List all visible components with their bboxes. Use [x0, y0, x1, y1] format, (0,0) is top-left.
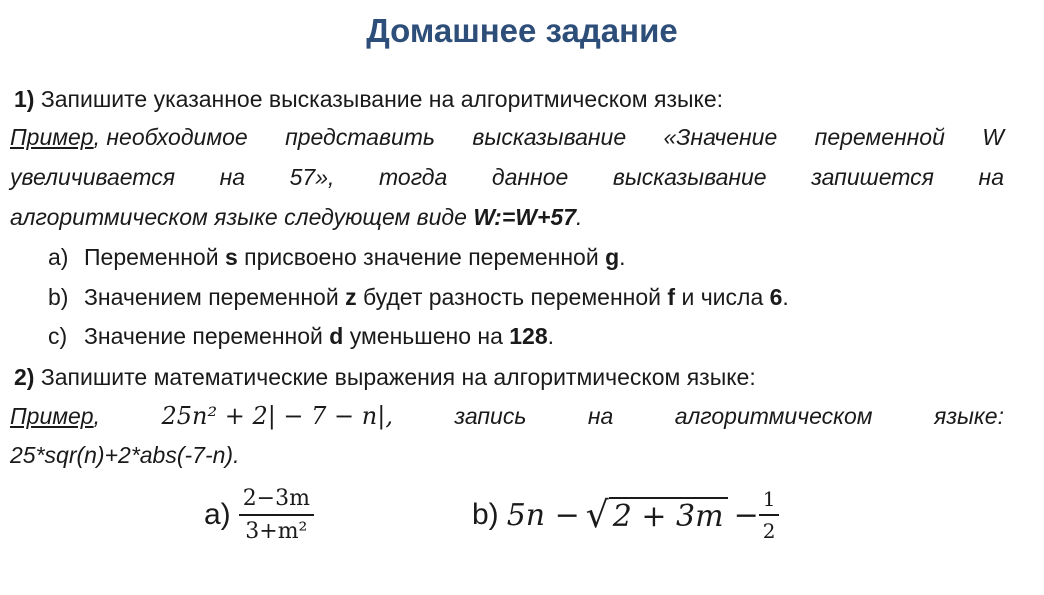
item-text: Значением переменной [84, 284, 346, 310]
example-word: на [978, 164, 1004, 190]
page-title: Домашнее задание [366, 12, 678, 49]
task2-number: 2) [14, 364, 35, 390]
example-end: . [576, 204, 583, 230]
example-word: «Значение [663, 124, 778, 150]
fraction-denominator: 3+m² [245, 519, 308, 544]
task1-example-line2 [10, 164, 1004, 191]
item-variable: 128 [509, 323, 548, 349]
task1-example-line3 [10, 204, 582, 231]
item-variable: d [329, 323, 344, 349]
item-text: присвоено значение переменной [237, 244, 606, 270]
fraction-bar [239, 514, 314, 516]
example-comma: , [93, 403, 100, 429]
sqrt-sign-icon: √ [585, 494, 609, 536]
fraction [239, 486, 314, 544]
fraction [759, 487, 780, 543]
example-word: на [219, 164, 246, 190]
example-code: W:=W+57 [473, 204, 576, 230]
formula-b [472, 480, 779, 550]
example-text: алгоритмическом языке следующем виде [10, 204, 474, 230]
formula-a [204, 480, 314, 550]
expr-suffix: − [733, 497, 759, 533]
task1-example-label: Пример [10, 124, 94, 150]
item-text: . [619, 244, 626, 270]
item-text: будет разность переменной [356, 284, 668, 310]
example-word: увеличивается [10, 164, 175, 190]
formula-marker: b) [472, 498, 499, 531]
fraction-bar [759, 514, 780, 516]
task1-item-a [48, 244, 626, 271]
task1-example-line1 [10, 124, 1004, 151]
sqrt [585, 494, 728, 536]
task2-example-code: 25*sqr(n)+2*abs(-7-n). [10, 442, 240, 468]
example-word: данное [491, 164, 569, 190]
expr-prefix: 5n − [506, 497, 580, 533]
formula-marker: a) [204, 498, 231, 531]
example-word: запись [454, 403, 527, 429]
item-marker: b) [48, 284, 69, 310]
example-math: 25n² + 2| − 7 − n|, [161, 402, 393, 430]
fraction-numerator: 2−3m [242, 486, 310, 511]
task2-example-label: Пример [10, 403, 94, 429]
fraction-denominator: 2 [762, 519, 776, 543]
example-word: тогда [379, 164, 448, 190]
item-text: Переменной [84, 244, 225, 270]
formula-expression [507, 487, 780, 543]
item-marker: a) [48, 244, 69, 270]
fraction-numerator: 1 [762, 487, 776, 511]
example-word: представить [285, 124, 436, 150]
item-marker: c) [48, 323, 68, 349]
example-word: 57», [289, 164, 335, 190]
task1-item-b [48, 284, 789, 311]
item-text: . [782, 284, 789, 310]
task2-heading-text: Запишите математические выражения на алгоритмическом языке: [40, 364, 756, 390]
item-variable: f [667, 284, 676, 310]
example-word: , необходимое [93, 124, 248, 150]
task1-item-c [48, 323, 554, 350]
example-word: языке: [934, 403, 1004, 429]
example-word: высказывание [612, 164, 767, 190]
task1-heading [14, 86, 723, 113]
sqrt-radicand: 2 + 3m [609, 497, 728, 534]
example-word: алгоритмическом [674, 403, 873, 429]
example-word: на [587, 403, 614, 429]
item-text: Значение переменной [84, 323, 330, 349]
item-variable: z [345, 284, 357, 310]
item-text: и числа [675, 284, 770, 310]
task2-heading [14, 364, 756, 391]
example-word: W [982, 124, 1004, 150]
example-word: высказывание [472, 124, 627, 150]
task2-example-line1 [10, 402, 1004, 430]
item-text: . [547, 323, 555, 349]
example-word: запишется [811, 164, 934, 190]
item-text: уменьшено на [343, 323, 510, 349]
item-variable: g [605, 244, 620, 270]
item-variable: s [224, 244, 238, 270]
task1-number: 1) [14, 86, 35, 112]
example-word: переменной [814, 124, 945, 150]
item-variable: 6 [769, 284, 783, 310]
task1-heading-text: Запишите указанное высказывание на алгоритмическом языке: [40, 86, 724, 112]
